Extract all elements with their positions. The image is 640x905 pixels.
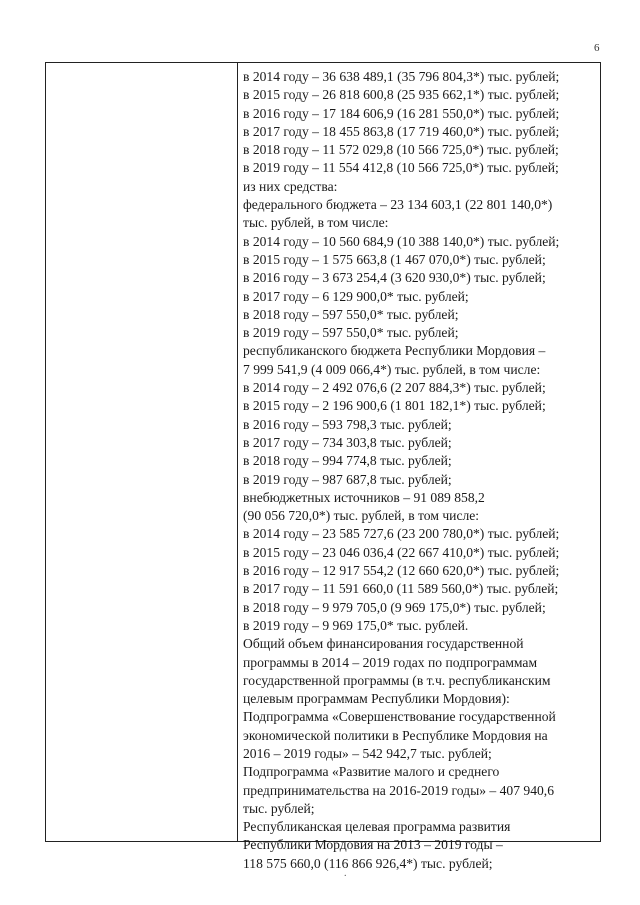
text-line: в 2014 году – 10 560 684,9 (10 388 140,0*) тыс. рублей;: [243, 233, 560, 249]
text-line: в 2017 году – 734 303,8 тыс. рублей;: [243, 434, 452, 450]
text-line: (90 056 720,0*) тыс. рублей, в том числе:: [243, 508, 480, 524]
text-line: 118 575 660,0 (116 866 926,4*) тыс. рублей;: [243, 855, 493, 871]
text-line: в 2016 году – 3 673 254,4 (3 620 930,0*) тыс. рублей;: [243, 270, 546, 286]
text-line: предпринимательства на 2016-2019 годы» – 407 940,6: [243, 782, 554, 798]
text-line: в 2015 году – 26 818 600,8 (25 935 662,1*) тыс. рублей;: [243, 87, 560, 103]
text-line: программы в 2014 – 2019 годах по подпрограммам: [243, 654, 538, 670]
text-line: экономической политики в Республике Мордовия на: [243, 727, 548, 743]
text-line: государственной программы (в т.ч. республиканским: [243, 672, 551, 688]
text-line: 7 999 541,9 (4 009 066,4*) тыс. рублей, в том числе:: [243, 361, 541, 377]
text-line: Республики Мордовия на 2013 – 2019 годы –: [243, 837, 503, 853]
text-line: республиканского бюджета Республики Мордовия –: [243, 343, 546, 359]
text-line: в 2018 году – 994 774,8 тыс. рублей;: [243, 453, 452, 469]
funding-table: [45, 62, 601, 871]
text-line: в 2017 году – 11 591 660,0 (11 589 560,0*) тыс. рублей;: [243, 581, 559, 597]
text-line: 2016 – 2019 годы» – 542 942,7 тыс. рублей;: [243, 745, 492, 761]
text-line: Подпрограмма «Развитие малого и среднего: [243, 764, 500, 780]
page-number: 6: [594, 42, 600, 54]
text-line: в 2018 году – 11 572 029,8 (10 566 725,0*) тыс. рублей;: [243, 142, 559, 158]
text-line: в 2015 году – 1 575 663,8 (1 467 070,0*) тыс. рублей;: [243, 251, 546, 267]
text-line: тыс. рублей;: [243, 800, 315, 816]
text-line: Подпрограмма «Совершенствование государственной: [243, 709, 556, 725]
page-mark: .: [344, 868, 347, 879]
text-line: в 2014 году – 2 492 076,6 (2 207 884,3*) тыс. рублей;: [243, 380, 546, 396]
text-line: целевым программам Республики Мордовия):: [243, 691, 510, 707]
text-line: в 2016 году – 12 917 554,2 (12 660 620,0*) тыс. рублей;: [243, 563, 560, 579]
text-line: в 2018 году – 9 979 705,0 (9 969 175,0*) тыс. рублей;: [243, 599, 546, 615]
text-line: в 2019 году – 987 687,8 тыс. рублей;: [243, 471, 452, 487]
text-line: в 2019 году – 9 969 175,0* тыс. рублей.: [243, 617, 469, 633]
text-line: из них средства:: [243, 178, 338, 194]
text-line: в 2019 году – 597 550,0* тыс. рублей;: [243, 325, 459, 341]
text-line: в 2014 году – 23 585 727,6 (23 200 780,0*) тыс. рублей;: [243, 526, 560, 542]
text-line: в 2017 году – 18 455 863,8 (17 719 460,0*) тыс. рублей;: [243, 123, 560, 139]
text-line: Общий объем финансирования государственной: [243, 636, 524, 652]
text-line: в 2016 году – 593 798,3 тыс. рублей;: [243, 416, 452, 432]
text-line: в 2015 году – 23 046 036,4 (22 667 410,0*) тыс. рублей;: [243, 544, 560, 560]
text-line: в 2015 году – 2 196 900,6 (1 801 182,1*) тыс. рублей;: [243, 398, 546, 414]
text-line: в 2018 году – 597 550,0* тыс. рублей;: [243, 306, 459, 322]
table-left-column: [46, 63, 238, 841]
text-line: тыс. рублей, в том числе:: [243, 215, 389, 231]
text-line: Республиканская целевая программа развития: [243, 819, 511, 835]
table-right-column: [238, 63, 600, 871]
text-line: внебюджетных источников – 91 089 858,2: [243, 489, 485, 505]
text-line: в 2017 году – 6 129 900,0* тыс. рублей;: [243, 288, 469, 304]
text-line: в 2019 году – 11 554 412,8 (10 566 725,0*) тыс. рублей;: [243, 160, 559, 176]
text-line: федерального бюджета – 23 134 603,1 (22 801 140,0*): [243, 197, 553, 213]
text-line: в 2014 году – 36 638 489,1 (35 796 804,3*) тыс. рублей;: [243, 69, 560, 84]
text-line: в 2016 году – 17 184 606,9 (16 281 550,0*) тыс. рублей;: [243, 105, 560, 121]
